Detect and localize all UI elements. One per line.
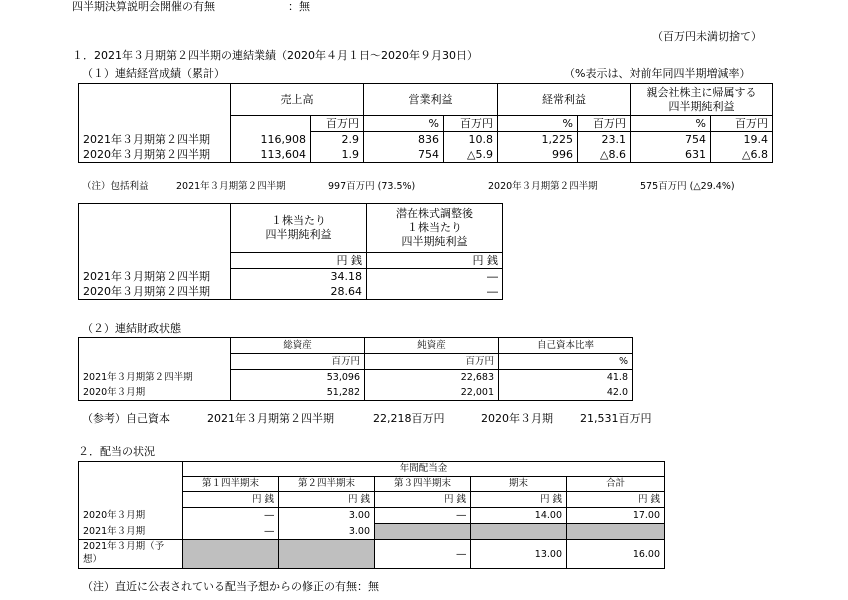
header-net-assets: 純資産 (365, 338, 499, 354)
header-annual-dividend: 年間配当金 (183, 462, 665, 477)
unit-cell: 百万円 (444, 116, 498, 132)
unit-cell: 円 銭 (183, 492, 279, 508)
unit-cell: 百万円 (231, 354, 365, 370)
header-year-end: 期末 (471, 477, 567, 492)
sub2-title: （２）連結財政状態 (82, 322, 181, 335)
header-net-income: 親会社株主に帰属する 四半期純利益 (631, 84, 773, 116)
comprehensive-income-note: （注）包括利益 (82, 181, 149, 192)
sub1-title: （１）連結経営成績（累計） (82, 67, 225, 80)
table-row: 2020年３月期第２四半期 28.64 ― (79, 284, 503, 300)
header-q3: 第３四半期末 (375, 477, 471, 492)
sub1-note: （%表示は、対前年同四半期増減率） (564, 67, 751, 80)
unit-cell: % (631, 116, 711, 132)
table-row: 2021年３月期（予 想） ― 13.00 16.00 (79, 540, 665, 569)
row-label: 2020年３月期第２四半期 (79, 147, 231, 163)
header-ordinary-income: 経常利益 (498, 84, 631, 116)
header-operating-income: 営業利益 (364, 84, 498, 116)
unit-cell: 円 銭 (375, 492, 471, 508)
header-sales: 売上高 (231, 84, 364, 116)
table-row: 2021年３月期 ― 3.00 (79, 524, 665, 540)
row-label: 2021年３月期第２四半期 (79, 132, 231, 148)
unit-cell: % (499, 354, 633, 370)
equity-ref-label: （参考）自己資本 (82, 412, 170, 425)
unit-cell: 円 銭 (367, 253, 503, 269)
header-total: 合計 (567, 477, 665, 492)
dividend-revision-note: （注）直近に公表されている配当予想からの修正の有無：無 (82, 580, 379, 593)
note1-a-label: 2021年３月期第２四半期 (176, 181, 286, 192)
briefing-value: ：無 (288, 0, 310, 13)
row-label: 2021年３月期 (79, 524, 183, 540)
equity-ref-b-value: 21,531百万円 (580, 412, 652, 425)
unit-cell: 百万円 (711, 116, 773, 132)
unit-note: （百万円未満切捨て） (652, 30, 762, 43)
eps-table (78, 203, 503, 300)
header-diluted-eps: 潜在株式調整後 １株当たり 四半期純利益 (367, 204, 503, 253)
row-label: 2020年３月期 (79, 508, 183, 524)
equity-ref-b-label: 2020年３月期 (481, 412, 553, 425)
unit-cell: % (364, 116, 444, 132)
row-label: 2021年３月期（予 想） (79, 540, 183, 569)
table-row: 2021年３月期第２四半期 53,096 22,683 41.8 (79, 370, 633, 386)
unit-cell: 百万円 (311, 116, 364, 132)
row-label: 2020年３月期第２四半期 (79, 284, 231, 300)
table-row: 2020年３月期 ― 3.00 ― 14.00 17.00 (79, 508, 665, 524)
unit-cell: % (498, 116, 578, 132)
note1-b-label: 2020年３月期第２四半期 (488, 181, 598, 192)
row-label: 2021年３月期第２四半期 (79, 370, 231, 386)
note1-a-value: 997百万円 (73.5%) (328, 181, 416, 192)
row-label: 2021年３月期第２四半期 (79, 269, 231, 285)
unit-cell: 円 銭 (231, 253, 367, 269)
briefing-label: 四半期決算説明会開催の有無 (72, 0, 215, 13)
section2-title: ２．配当の状況 (78, 445, 155, 458)
header-total-assets: 総資産 (231, 338, 365, 354)
equity-ref-a-value: 22,218百万円 (373, 412, 445, 425)
unit-cell: 百万円 (365, 354, 499, 370)
table-row: 2021年３月期第２四半期 116,908 2.9 836 10.8 1,225 23.1 754 19.4 (79, 132, 773, 148)
header-eps: １株当たり 四半期純利益 (231, 204, 367, 253)
header-equity-ratio: 自己資本比率 (499, 338, 633, 354)
table-row: 2020年３月期第２四半期 113,604 1.9 754 △5.9 996 △8.6 631 △6.8 (79, 147, 773, 163)
unit-cell: 円 銭 (279, 492, 375, 508)
row-label: 2020年３月期 (79, 385, 231, 401)
header-q2: 第２四半期末 (279, 477, 375, 492)
dividends-table (78, 461, 665, 569)
note1-b-value: 575百万円 (△29.4%) (640, 181, 735, 192)
financial-position-table (78, 337, 633, 401)
equity-ref-a-label: 2021年３月期第２四半期 (207, 412, 334, 425)
unit-cell: 円 銭 (471, 492, 567, 508)
operating-results-table (78, 83, 773, 163)
header-q1: 第１四半期末 (183, 477, 279, 492)
table-row: 2021年３月期第２四半期 34.18 ― (79, 269, 503, 285)
section1-title: １．2021年３月期第２四半期の連結業績（2020年４月１日～2020年９月30日） (72, 49, 478, 62)
corner-cell (79, 84, 231, 132)
unit-cell: 百万円 (578, 116, 631, 132)
table-row: 2020年３月期 51,282 22,001 42.0 (79, 385, 633, 401)
unit-cell: 円 銭 (567, 492, 665, 508)
